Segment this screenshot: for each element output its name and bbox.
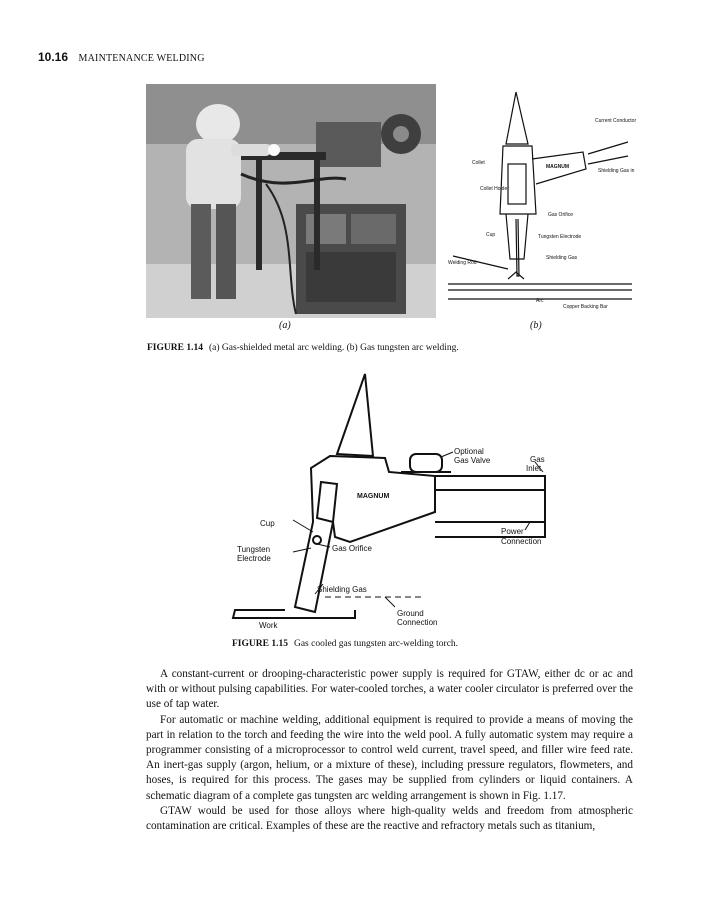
section-title: MAINTENANCE WELDING: [78, 53, 205, 64]
ground-label-1: Ground: [397, 609, 424, 618]
power-label-2: Connection: [501, 537, 542, 546]
gtaw-diagram-b: [448, 84, 637, 318]
cup-label: Cup: [260, 519, 275, 528]
diag-cup: Cup: [486, 232, 496, 238]
running-header: [38, 50, 205, 64]
figure-1-15-text: Gas cooled gas tungsten arc-welding torch.: [293, 639, 459, 649]
gas-inlet-label-2: Inlet: [526, 464, 542, 473]
diag-magnum: MAGNUM: [546, 164, 570, 170]
ground-label-2: Connection: [397, 618, 438, 627]
body-text: [146, 667, 633, 834]
welding-photo-illustration: [146, 84, 436, 318]
paragraph-1: A constant-current or drooping-characteristic power supply is required for GTAW, either dc or ac and with or without pulsing capabilities. For water-cooled torches, a water cooler circulator is preferred over the use of tap water.: [146, 668, 633, 711]
paragraph-3: GTAW would be used for those alloys where high-quality welds and freedom from atmospheric contamination are critical. Examples of these are the reactive and refractory metals such as titanium,: [146, 804, 633, 833]
paragraph-2: For automatic or machine welding, additional equipment is required to provide a means of moving the part in relation to the torch and feeding the wire into the weld pool. A fully automatic system may require a programmer consisting of a microprocessor to control weld current, travel speed, and filler wire feed rate. An inert-gas supply (argon, helium, or a mixture of these), including pressure regulators, flowmeters, and hoses, is required for this process. The gases may be supplied from cylinders or liquid containers. A schematic diagram of a complete gas tungsten arc welding arrangement is shown in Fig. 1.17.: [146, 713, 633, 802]
welding-photo: [146, 84, 436, 318]
diag-current-conductor: Current Conductor: [595, 118, 637, 124]
figure-a-label: (a): [279, 320, 291, 331]
figure-b-label: (b): [530, 320, 542, 331]
optional-label-1: Optional: [454, 447, 484, 456]
diag-copper-backing-bar: Copper Backing Bar: [563, 304, 608, 310]
gas-orifice-label: Gas Orifice: [332, 544, 373, 553]
diag-shielding-gas: Shielding Gas: [546, 255, 578, 261]
diag-gas-orifice: Gas Orifice: [548, 212, 574, 218]
diag-collet-holder: Collet Holder: [480, 186, 509, 192]
magnum-label: MAGNUM: [357, 493, 390, 500]
diag-shielding-gas-in: Shielding Gas in: [598, 168, 635, 174]
power-label-1: Power: [501, 527, 524, 536]
page-number: 10.16: [38, 50, 69, 64]
diag-arc: Arc: [536, 298, 544, 304]
figure-1-15-label: FIGURE 1.15: [232, 639, 288, 649]
figure-1-14-label: FIGURE 1.14: [147, 343, 203, 353]
tungsten-label-2: Electrode: [237, 554, 271, 563]
torch-diagram: [225, 372, 565, 634]
diag-tungsten-electrode: Tungsten Electrode: [538, 234, 582, 240]
tungsten-label-1: Tungsten: [237, 545, 271, 554]
figure-1-15-caption: [232, 639, 458, 649]
figure-1-14-caption: [147, 343, 459, 353]
figure-1-14-text: (a) Gas-shielded metal arc welding. (b) Gas tungsten arc welding.: [208, 343, 459, 353]
gas-inlet-label-1: Gas: [530, 455, 545, 464]
shielding-gas-label: Shielding Gas: [317, 585, 367, 594]
diag-welding-rod: Welding Rod: [448, 260, 477, 266]
diag-collet: Collet: [472, 160, 485, 166]
optional-label-2: Gas Valve: [454, 456, 491, 465]
work-label: Work: [259, 621, 278, 630]
